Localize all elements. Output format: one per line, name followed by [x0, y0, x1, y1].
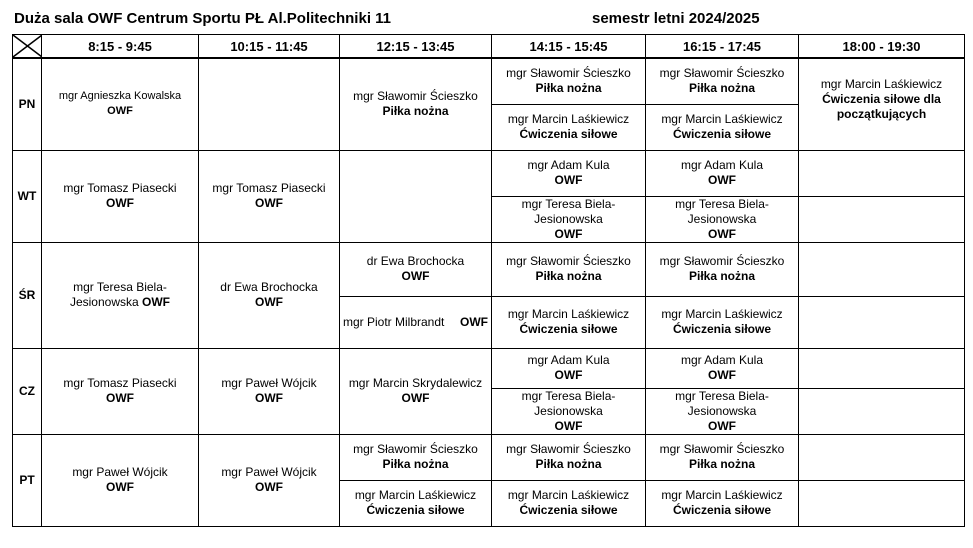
- subject: OWF: [554, 226, 583, 241]
- cell-cz-s1: [42, 348, 199, 434]
- cell-pt-s6b-empty: [799, 480, 965, 526]
- cell-wt-s6a-empty: [799, 150, 965, 196]
- subject: OWF: [401, 391, 430, 405]
- teacher: mgr Paweł Wójcik: [221, 376, 317, 390]
- cell-cz-s4b: [492, 388, 646, 434]
- subject: Ćwiczenia siłowe dla początkujących: [822, 92, 941, 121]
- teacher: mgr Piotr Milbrandt: [343, 314, 445, 329]
- cell-cz-s6a-empty: [799, 348, 965, 388]
- subject: Piłka nożna: [535, 81, 602, 96]
- teacher: mgr Tomasz Piasecki: [63, 376, 177, 390]
- teacher: mgr Tomasz Piasecki: [212, 181, 326, 195]
- subject: OWF: [255, 196, 283, 210]
- subject: OWF: [401, 269, 430, 283]
- cell-pn-s5a: [646, 58, 799, 104]
- teacher: mgr Marcin Laśkiewicz: [661, 112, 783, 126]
- subject: Ćwiczenia siłowe: [672, 322, 772, 336]
- subject: Piłka nożna: [535, 457, 602, 471]
- cell-pt-s5b: [646, 480, 799, 526]
- teacher: mgr Marcin Laśkiewicz: [661, 307, 783, 321]
- cell-pn-s4b: [492, 104, 646, 150]
- teacher: mgr Sławomir Ścieszko: [353, 89, 478, 104]
- teacher: mgr Adam Kula: [527, 158, 610, 172]
- subject: OWF: [554, 418, 583, 433]
- subject: Piłka nożna: [382, 104, 449, 119]
- cell-pn-s5b: [646, 104, 799, 150]
- subject: Ćwiczenia siłowe: [672, 503, 772, 517]
- day-label-sr: ŚR: [13, 242, 42, 348]
- subject: Piłka nożna: [382, 457, 449, 471]
- cell-wt-s4b: [492, 196, 646, 242]
- teacher: mgr Marcin Laśkiewicz: [820, 77, 943, 91]
- cell-pt-s2: [199, 434, 340, 526]
- teacher: mgr Adam Kula: [527, 353, 610, 367]
- subject: Ćwiczenia siłowe: [519, 127, 618, 141]
- teacher: mgr Marcin Laśkiewicz: [507, 307, 630, 321]
- cell-cz-s6b-empty: [799, 388, 965, 434]
- row-cz-a: [13, 348, 965, 388]
- teacher: mgr Teresa Biela-Jesionowska: [521, 196, 616, 226]
- cell-sr-s6b-empty: [799, 296, 965, 348]
- subject: OWF: [107, 105, 133, 118]
- cell-wt-s6b-empty: [799, 196, 965, 242]
- cell-wt-s2: [199, 150, 340, 242]
- cell-cz-s3: [340, 348, 492, 434]
- teacher: mgr Agnieszka Kowalska: [58, 90, 182, 103]
- cell-pt-s5a: [646, 434, 799, 480]
- teacher: mgr Sławomir Ścieszko: [506, 254, 631, 268]
- cell-pt-s3b: [340, 480, 492, 526]
- subject: OWF: [554, 368, 583, 382]
- teacher: mgr Marcin Laśkiewicz: [354, 488, 477, 502]
- teacher: mgr Marcin Laśkiewicz: [661, 488, 783, 502]
- day-label-pt: PT: [13, 434, 42, 526]
- subject: Piłka nożna: [688, 81, 756, 96]
- subject: Piłka nożna: [688, 457, 756, 471]
- subject: OWF: [255, 295, 283, 309]
- day-label-wt: WT: [13, 150, 42, 242]
- teacher: mgr Marcin Laśkiewicz: [507, 112, 630, 126]
- subject: OWF: [106, 480, 134, 494]
- teacher: mgr Paweł Wójcik: [72, 465, 168, 479]
- cell-pt-s1: [42, 434, 199, 526]
- subject: OWF: [460, 314, 488, 329]
- cell-sr-s6a-empty: [799, 242, 965, 296]
- teacher: mgr Teresa Biela-Jesionowska: [69, 280, 167, 309]
- subject: OWF: [708, 368, 736, 382]
- cell-sr-s5a: [646, 242, 799, 296]
- cell-sr-s4a: [492, 242, 646, 296]
- page-title: Duża sala OWF Centrum Sportu PŁ Al.Politechniki 11: [14, 10, 392, 27]
- teacher: mgr Sławomir Ścieszko: [506, 66, 631, 81]
- teacher: mgr Paweł Wójcik: [221, 465, 317, 479]
- subject: Ćwiczenia siłowe: [366, 503, 465, 517]
- subject: OWF: [255, 480, 283, 494]
- teacher: mgr Adam Kula: [680, 353, 764, 367]
- cell-wt-s3-empty: [340, 150, 492, 242]
- time-slot-5: 16:15 - 17:45: [646, 35, 799, 59]
- teacher: mgr Teresa Biela-Jesionowska: [521, 388, 616, 418]
- cell-pn-s2-empty: [199, 58, 340, 150]
- subject: OWF: [708, 418, 736, 433]
- teacher: mgr Marcin Laśkiewicz: [507, 488, 630, 502]
- cell-pn-s6: [799, 58, 965, 150]
- cell-cz-s2: [199, 348, 340, 434]
- cell-pt-s6a-empty: [799, 434, 965, 480]
- row-pt-a: [13, 434, 965, 480]
- teacher: mgr Teresa Biela-Jesionowska: [675, 388, 769, 418]
- subject: Piłka nożna: [535, 269, 602, 283]
- corner-cross-icon: [13, 35, 42, 59]
- cell-pn-s3: [340, 58, 492, 150]
- teacher: dr Ewa Brochocka: [366, 254, 465, 268]
- row-wt-a: [13, 150, 965, 196]
- cell-pn-s1: [42, 58, 199, 150]
- teacher: mgr Adam Kula: [680, 158, 764, 172]
- subject: OWF: [708, 173, 736, 187]
- teacher: mgr Sławomir Ścieszko: [659, 442, 785, 456]
- header-row: [13, 35, 965, 59]
- cell-wt-s5a: [646, 150, 799, 196]
- schedule-table: [12, 34, 965, 527]
- row-pn-a: [13, 58, 965, 104]
- time-slot-3: 12:15 - 13:45: [340, 35, 492, 59]
- cell-sr-s4b: [492, 296, 646, 348]
- cell-sr-s3a: [340, 242, 492, 296]
- cell-cz-s4a: [492, 348, 646, 388]
- subject: OWF: [255, 391, 283, 405]
- day-label-cz: CZ: [13, 348, 42, 434]
- cell-cz-s5b: [646, 388, 799, 434]
- teacher: mgr Sławomir Ścieszko: [353, 442, 478, 456]
- cell-pt-s4b: [492, 480, 646, 526]
- time-slot-6: 18:00 - 19:30: [799, 35, 965, 59]
- cell-sr-s1: [42, 242, 199, 348]
- subject: OWF: [106, 196, 134, 210]
- cell-wt-s5b: [646, 196, 799, 242]
- cell-sr-s3b: [340, 296, 492, 348]
- cell-wt-s4a: [492, 150, 646, 196]
- teacher: mgr Sławomir Ścieszko: [506, 442, 631, 456]
- cell-pn-s4a: [492, 58, 646, 104]
- subject: Piłka nożna: [688, 269, 756, 283]
- time-slot-2: 10:15 - 11:45: [199, 35, 340, 59]
- time-slot-4: 14:15 - 15:45: [492, 35, 646, 59]
- subject: OWF: [708, 226, 736, 241]
- row-sr-a: [13, 242, 965, 296]
- teacher: mgr Sławomir Ścieszko: [659, 66, 785, 81]
- cell-cz-s5a: [646, 348, 799, 388]
- teacher: dr Ewa Brochocka: [220, 280, 318, 294]
- teacher: mgr Tomasz Piasecki: [63, 181, 177, 195]
- subject: OWF: [142, 295, 171, 309]
- teacher: mgr Teresa Biela-Jesionowska: [675, 196, 769, 226]
- cell-sr-s5b: [646, 296, 799, 348]
- day-label-pn: PN: [13, 58, 42, 150]
- time-slot-1: 8:15 - 9:45: [42, 35, 199, 59]
- cell-pt-s3a: [340, 434, 492, 480]
- cell-pt-s4a: [492, 434, 646, 480]
- teacher: mgr Marcin Skrydalewicz: [348, 376, 483, 390]
- subject: Ćwiczenia siłowe: [519, 503, 618, 517]
- semester-label: semestr letni 2024/2025: [592, 10, 760, 27]
- teacher: mgr Sławomir Ścieszko: [659, 254, 785, 268]
- cell-sr-s2: [199, 242, 340, 348]
- subject: Ćwiczenia siłowe: [519, 322, 618, 336]
- subject: Ćwiczenia siłowe: [672, 127, 772, 141]
- subject: OWF: [106, 391, 134, 405]
- cell-wt-s1: [42, 150, 199, 242]
- subject: OWF: [554, 173, 583, 187]
